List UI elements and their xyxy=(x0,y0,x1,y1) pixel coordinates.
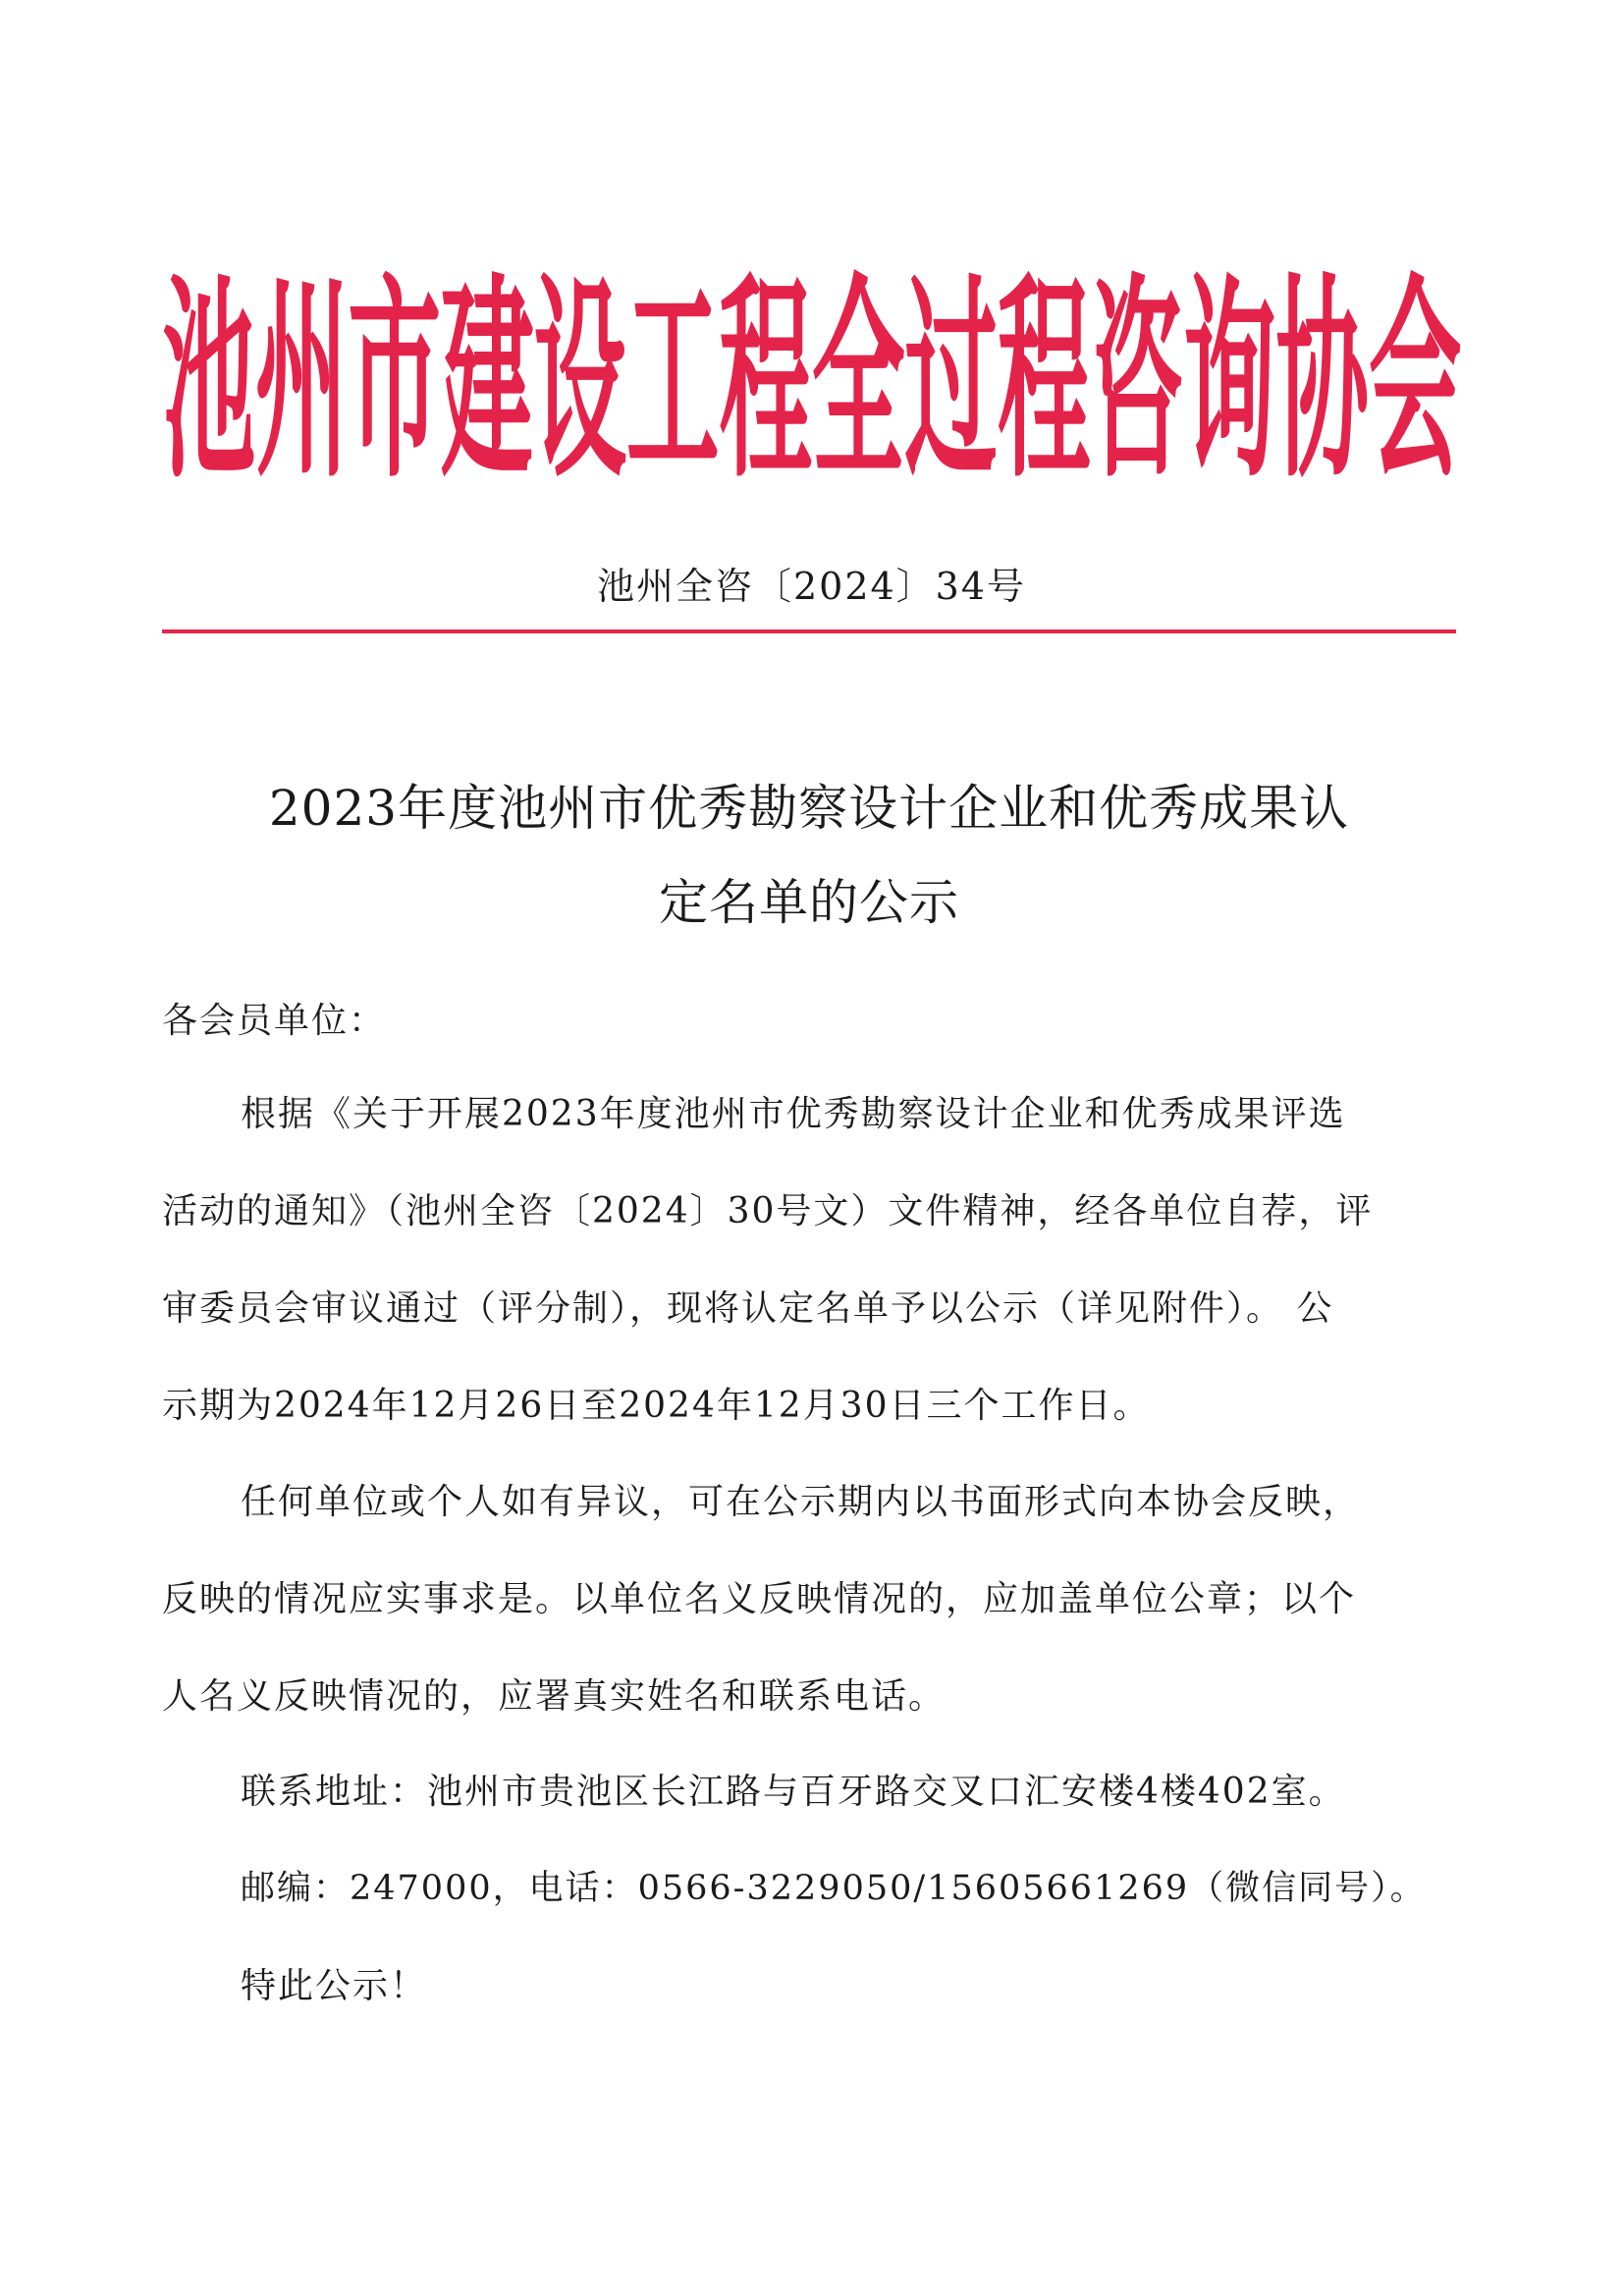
salutation xyxy=(162,972,1456,1069)
paragraph-line: 活动的通知》（池州全咨〔2024〕30号文）文件精神，经各单位自荐，评 xyxy=(162,1191,1374,1231)
document-number: 池州全咨〔2024〕34号 xyxy=(596,565,1027,608)
red-divider-line xyxy=(162,629,1456,633)
paragraph-line: 反映的情况应实事求是。以单位名义反映情况的，应加盖单位公章；以个 xyxy=(162,1579,1357,1619)
paragraph-line: 人名义反映情况的，应署真实姓名和联系电话。 xyxy=(162,1676,947,1717)
letterhead-org-name: 池州市建设工程全过程咨询协会 xyxy=(162,255,1461,506)
contact-address: 联系地址：池州市贵池区长江路与百牙路交叉口汇安楼4楼402室。 xyxy=(241,1772,1346,1812)
paragraph-line: 审委员会审议通过（评分制），现将认定名单予以公示（详见附件）。 公 xyxy=(162,1288,1334,1329)
closing-remark: 特此公示！ xyxy=(241,1966,428,2006)
contact-postcode-phone: 邮编：247000，电话：0566-3229050/15605661269（微信同号）。 xyxy=(241,1869,1427,1908)
document-title xyxy=(162,761,1456,950)
title-line-2: 定名单的公示 xyxy=(659,874,959,931)
paragraph-line: 根据《关于开展2023年度池州市优秀勘察设计企业和优秀成果评选 xyxy=(241,1094,1346,1134)
paragraph-line: 任何单位或个人如有异议，可在公示期内以书面形式向本协会反映， xyxy=(241,1482,1361,1522)
paragraph-objection xyxy=(162,1453,1456,1745)
letterhead xyxy=(162,221,1461,506)
paragraph-line: 示期为2024年12月26日至2024年12月30日三个工作日。 xyxy=(162,1386,1151,1426)
salutation-text: 各会员单位： xyxy=(162,1001,387,1041)
contact-block xyxy=(162,1743,1456,2035)
title-line-1: 2023年度池州市优秀勘察设计企业和优秀成果认 xyxy=(268,780,1350,837)
paragraph-announcement xyxy=(162,1066,1456,1454)
